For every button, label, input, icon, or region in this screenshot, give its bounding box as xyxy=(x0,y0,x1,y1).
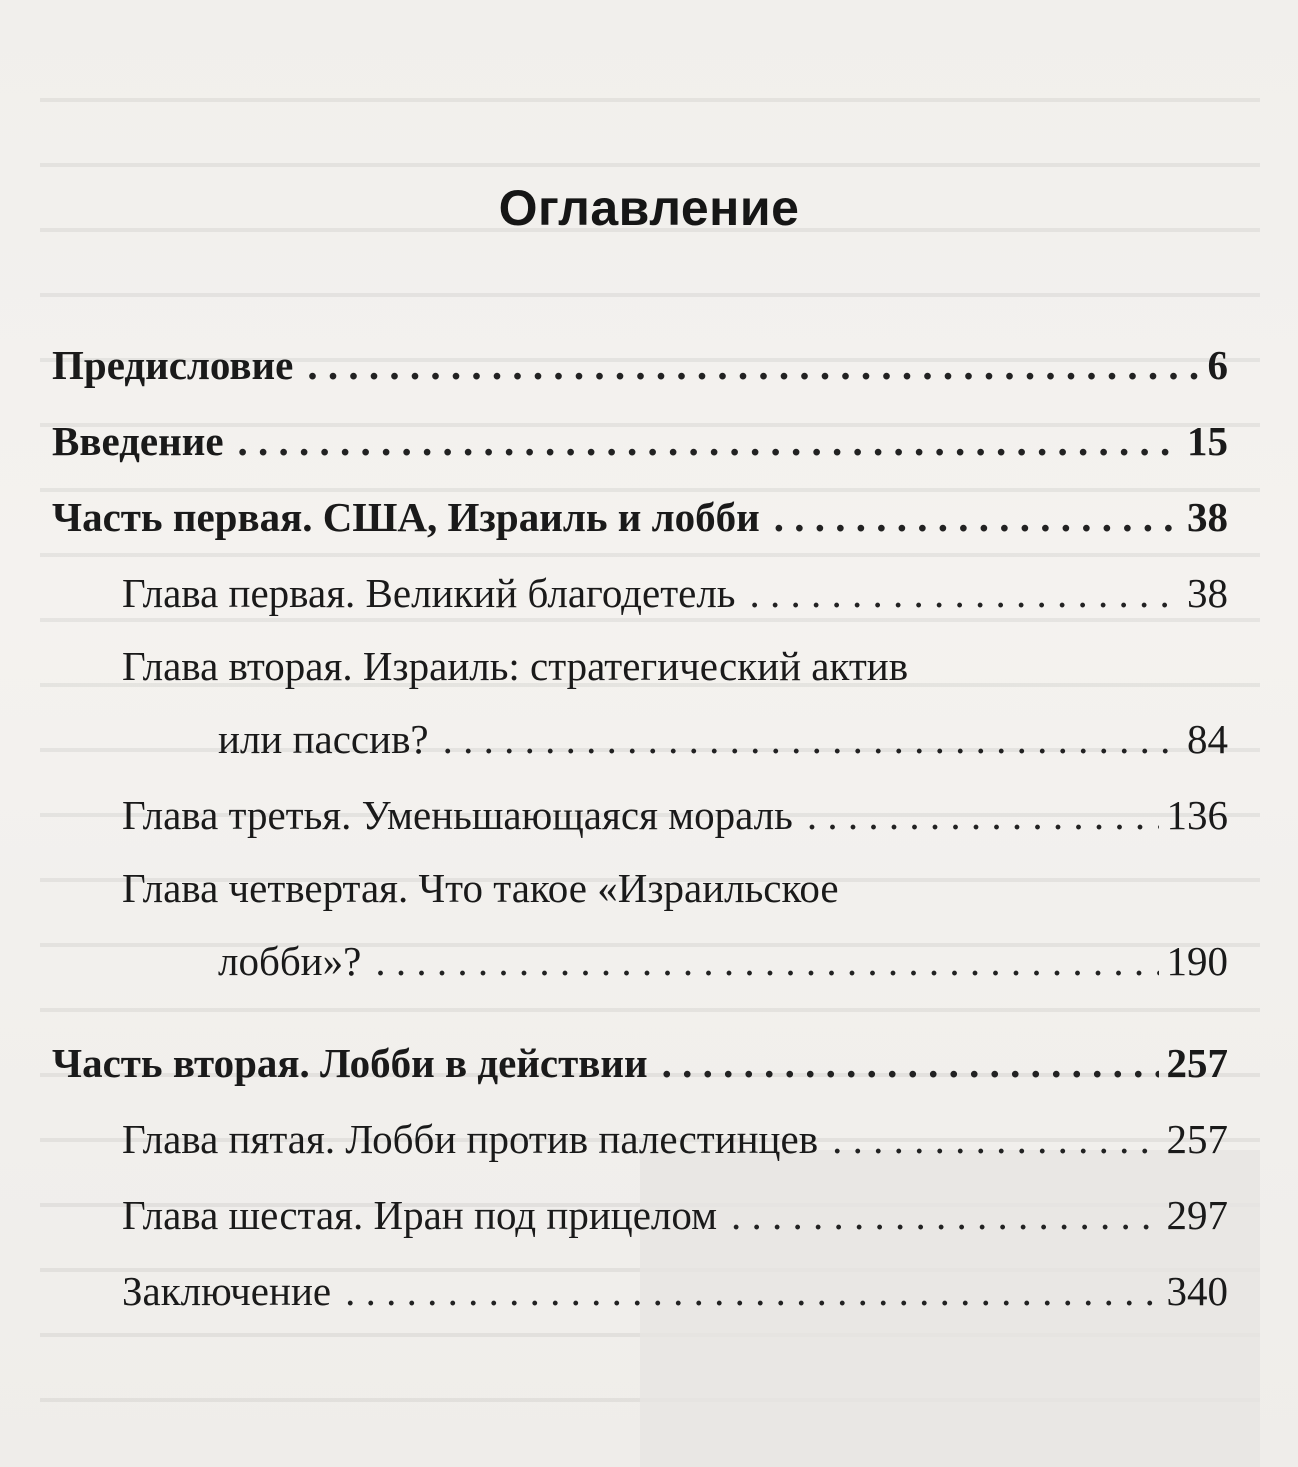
toc-entry-chapter-4-line1 xyxy=(52,853,1228,923)
toc-entry-chapter-6 xyxy=(52,1177,1228,1253)
toc-entry-label: Глава шестая. Иран под прицелом xyxy=(122,1192,718,1238)
toc-entry-label: Заключение xyxy=(122,1268,332,1314)
dot-leader xyxy=(750,555,1180,631)
toc-entry-chapter-3 xyxy=(52,777,1228,853)
toc-entry-chapter-4-line2 xyxy=(52,923,1228,999)
toc-entry-chapter-1 xyxy=(52,555,1228,631)
dot-leader xyxy=(807,777,1159,853)
toc-entry-page: 297 xyxy=(1166,1192,1228,1238)
dot-leader xyxy=(731,1177,1158,1253)
toc-entry-chapter-5 xyxy=(52,1101,1228,1177)
dot-leader xyxy=(307,327,1199,403)
toc-entry-chapter-2-line2 xyxy=(52,701,1228,777)
dot-leader xyxy=(345,1253,1158,1329)
toc-entry-preface xyxy=(52,327,1228,403)
toc-entry-page: 340 xyxy=(1166,1268,1228,1314)
toc-entry-label: Глава третья. Уменьшающаяся мораль xyxy=(122,792,793,838)
toc-entry-page: 38 xyxy=(1187,494,1228,540)
toc-entry-label: Предисловие xyxy=(52,342,294,388)
dot-leader xyxy=(662,1025,1159,1101)
toc-entry-page: 15 xyxy=(1187,418,1228,464)
toc-entry-page: 257 xyxy=(1166,1116,1228,1162)
toc-entry-chapter-2-line1 xyxy=(52,631,1228,701)
toc-entry-label: Глава вторая. Израиль: стратегический актив xyxy=(122,643,909,689)
toc-entry-label: Глава пятая. Лобби против палестинцев xyxy=(122,1116,819,1162)
toc-entry-conclusion xyxy=(52,1253,1228,1329)
toc-entry-label: Часть вторая. Лобби в действии xyxy=(52,1040,648,1086)
toc-entry-introduction xyxy=(52,403,1228,479)
toc-entry-label: лобби»? xyxy=(218,938,362,984)
dot-leader xyxy=(443,701,1179,777)
table-of-contents xyxy=(52,327,1228,1329)
toc-entry-label: Глава четвертая. Что такое «Израильское xyxy=(122,865,839,911)
dot-leader xyxy=(238,403,1179,479)
toc-entry-page: 6 xyxy=(1207,342,1228,388)
page-title: Оглавление xyxy=(498,180,800,236)
toc-entry-page: 257 xyxy=(1166,1040,1228,1086)
toc-entry-label: или пассив? xyxy=(218,716,429,762)
toc-entry-page: 136 xyxy=(1166,792,1228,838)
toc-entry-part-two xyxy=(52,1025,1228,1101)
toc-entry-page: 84 xyxy=(1187,716,1228,762)
dot-leader xyxy=(832,1101,1158,1177)
toc-entry-label: Глава первая. Великий благодетель xyxy=(122,570,736,616)
toc-entry-page: 38 xyxy=(1187,570,1228,616)
toc-entry-label: Введение xyxy=(52,418,224,464)
dot-leader xyxy=(375,923,1158,999)
dot-leader xyxy=(774,479,1179,555)
toc-entry-label: Часть первая. США, Израиль и лобби xyxy=(52,494,760,540)
toc-entry-part-one xyxy=(52,479,1228,555)
toc-entry-page: 190 xyxy=(1166,938,1228,984)
